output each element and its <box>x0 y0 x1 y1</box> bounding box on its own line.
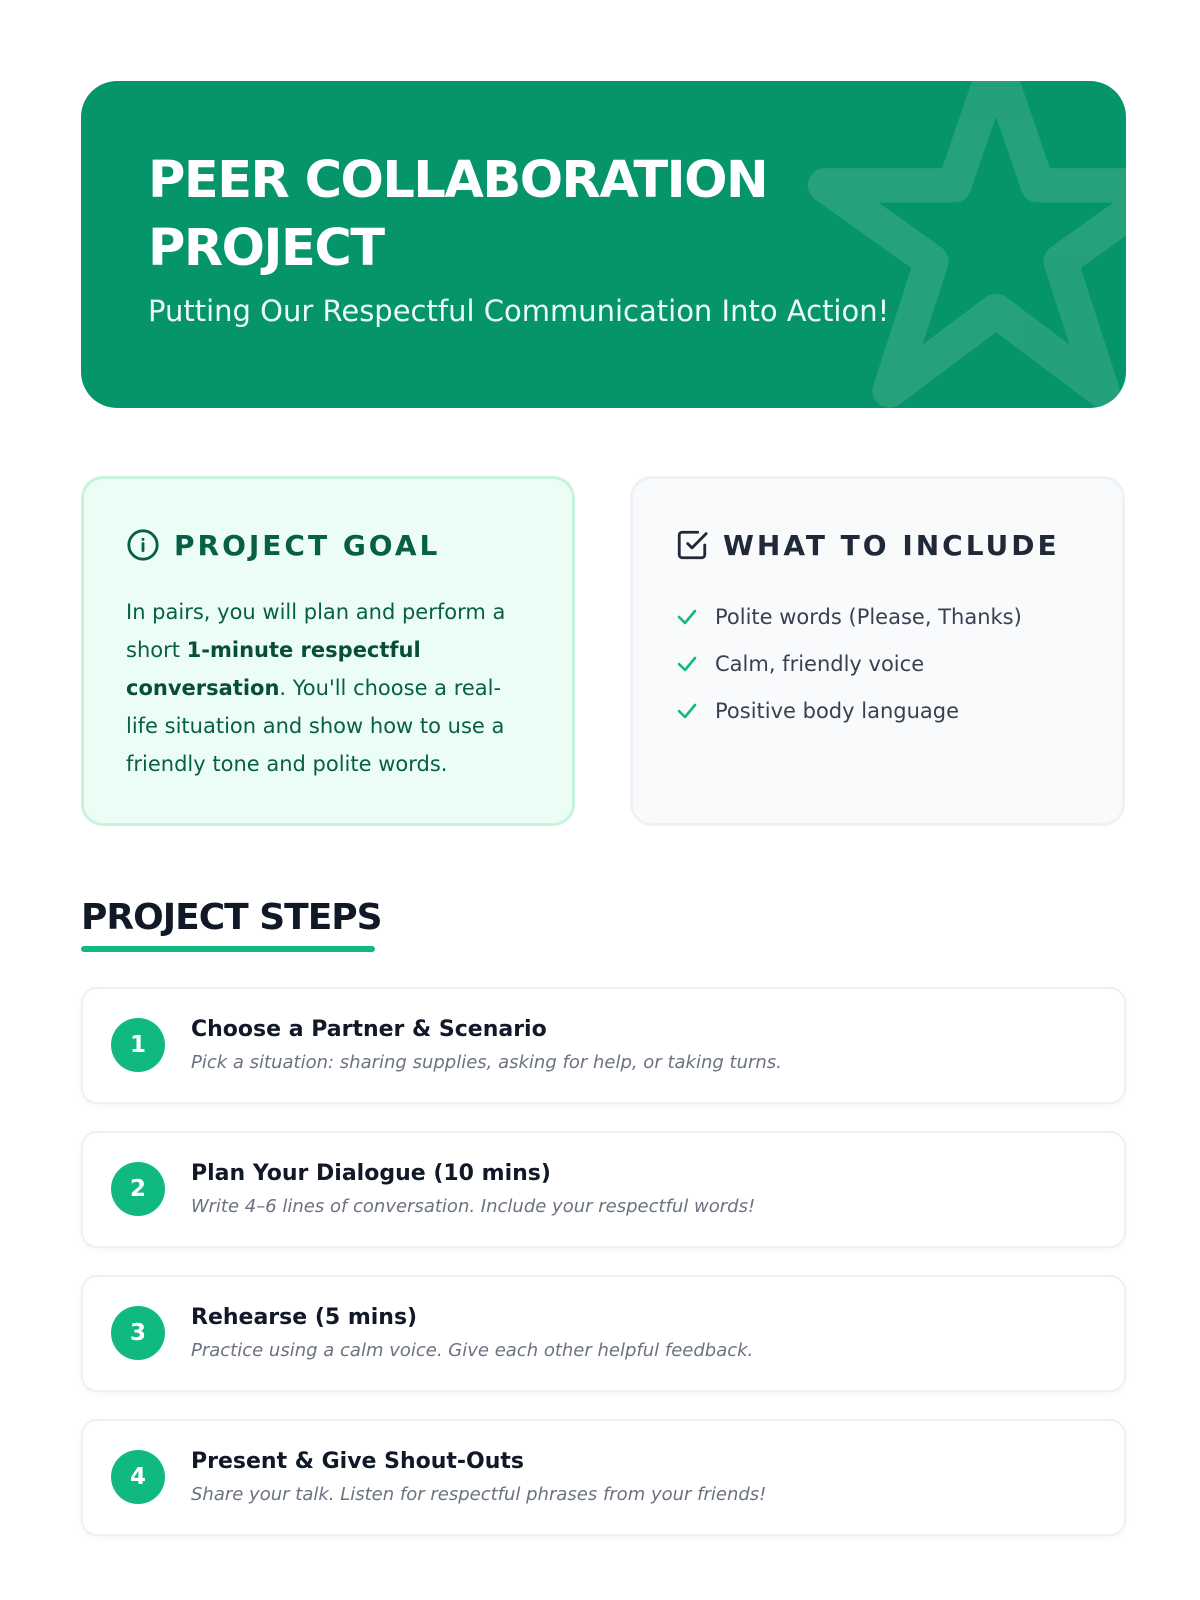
step-title: Present & Give Shout-Outs <box>191 1449 525 1474</box>
step-description: Share your talk. Listen for respectful phrases from your friends! <box>191 1484 767 1505</box>
heading-underline <box>81 946 375 952</box>
info-circle-icon <box>126 528 160 562</box>
step-card <box>81 1131 1126 1248</box>
step-description: Write 4–6 lines of conversation. Include your respectful words! <box>191 1196 756 1217</box>
page-subtitle: Putting Our Respectful Communication Into Action! <box>148 294 890 328</box>
checkbox-icon <box>675 528 709 562</box>
check-icon <box>675 652 699 676</box>
step-title: Choose a Partner & Scenario <box>191 1017 547 1042</box>
goal-text-emphasis: 1-minute respectful conversation <box>126 638 421 700</box>
step-number-badge: 1 <box>111 1018 165 1072</box>
list-item <box>675 640 1080 687</box>
check-icon <box>675 699 699 723</box>
step-description: Practice using a calm voice. Give each other helpful feedback. <box>191 1340 754 1361</box>
hero-banner <box>81 81 1126 408</box>
include-item-label: Polite words (Please, Thanks) <box>715 604 1022 629</box>
include-item-label: Calm, friendly voice <box>715 651 925 676</box>
what-to-include-title: WHAT TO INCLUDE <box>723 528 1060 562</box>
step-title: Rehearse (5 mins) <box>191 1305 418 1330</box>
check-icon <box>675 605 699 629</box>
what-to-include-card <box>630 476 1125 826</box>
list-item <box>675 687 1080 734</box>
project-goal-card <box>81 476 575 826</box>
project-goal-header <box>126 527 530 563</box>
project-goal-title: PROJECT GOAL <box>174 528 441 562</box>
include-list <box>675 593 1080 734</box>
goal-text-start: In pairs, you will plan and perform a short <box>126 600 506 662</box>
step-title: Plan Your Dialogue (10 mins) <box>191 1161 551 1186</box>
step-card <box>81 987 1126 1104</box>
step-number-badge: 2 <box>111 1162 165 1216</box>
include-item-label: Positive body language <box>715 698 960 723</box>
project-goal-text <box>126 593 530 783</box>
step-card <box>81 1419 1126 1536</box>
step-card <box>81 1275 1126 1392</box>
step-description: Pick a situation: sharing supplies, asking for help, or taking turns. <box>191 1052 782 1073</box>
step-number-badge: 3 <box>111 1306 165 1360</box>
step-number-badge: 4 <box>111 1450 165 1504</box>
project-steps-heading: PROJECT STEPS <box>81 897 382 938</box>
page-title: PEER COLLABORATION PROJECT <box>148 151 768 278</box>
what-to-include-header <box>675 527 1080 563</box>
goal-text-end: . You'll choose a real-life situation and show how to use a friendly tone and polite words. <box>126 676 505 776</box>
list-item <box>675 593 1080 640</box>
